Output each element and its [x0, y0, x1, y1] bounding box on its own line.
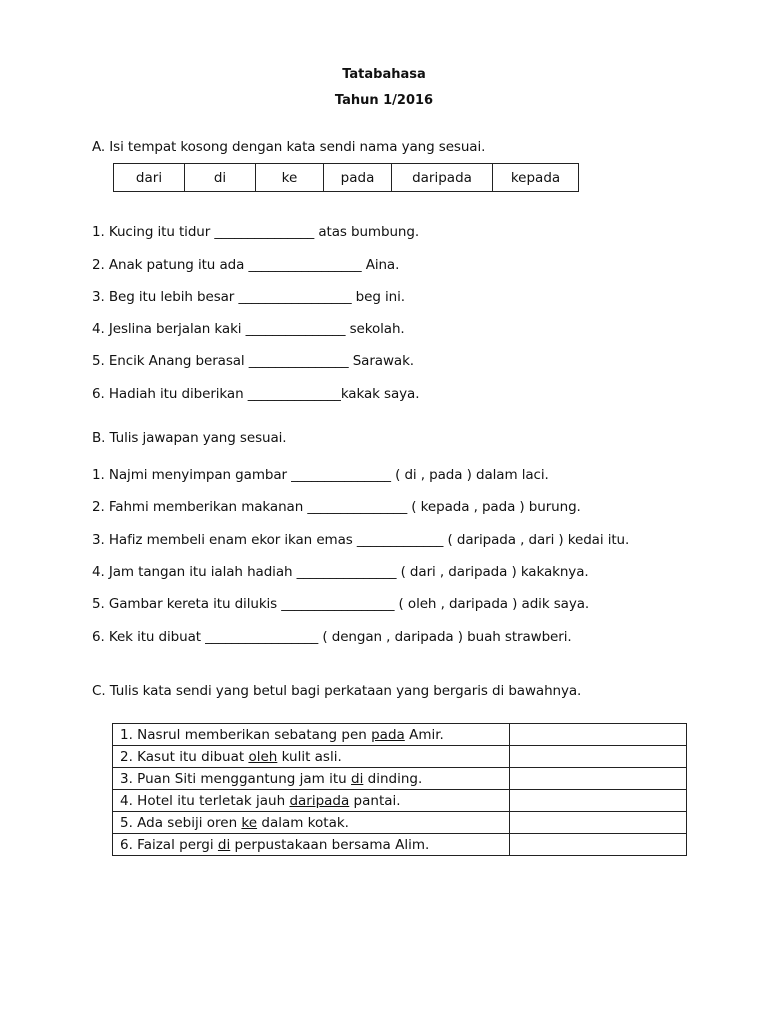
section-a-item: 6. Hadiah itu diberikan ______________kakak saya. [92, 386, 420, 402]
question-text: 5. Ada sebiji oren [120, 814, 242, 831]
table-row [113, 834, 687, 856]
section-b-item: 6. Kek itu dibuat _________________ ( dengan , daripada ) buah strawberi. [92, 629, 572, 645]
underlined-word: oleh [248, 748, 278, 765]
question-cell [113, 812, 510, 834]
section-c-table [112, 723, 687, 856]
section-a-item: 5. Encik Anang berasal _______________ Sarawak. [92, 353, 414, 369]
word-box-cell: dari [114, 164, 185, 192]
underlined-word: daripada [289, 792, 350, 809]
question-cell [113, 768, 510, 790]
section-b-item: 4. Jam tangan itu ialah hadiah _______________ ( dari , daripada ) kakaknya. [92, 564, 589, 580]
section-a-item: 3. Beg itu lebih besar _________________ beg ini. [92, 289, 405, 305]
question-text: dalam kotak. [257, 814, 349, 831]
answer-cell[interactable] [510, 768, 687, 790]
word-box-cell: di [185, 164, 256, 192]
table-row [113, 768, 687, 790]
question-cell [113, 746, 510, 768]
section-b-item: 2. Fahmi memberikan makanan _______________ ( kepada , pada ) burung. [92, 499, 581, 515]
section-b-item: 3. Hafiz membeli enam ekor ikan emas _____________ ( daripada , dari ) kedai itu. [92, 532, 630, 548]
page-title: Tatabahasa [342, 67, 426, 82]
answer-cell[interactable] [510, 834, 687, 856]
section-b-item: 5. Gambar kereta itu dilukis _________________ ( oleh , daripada ) adik saya. [92, 596, 590, 612]
table-row [113, 746, 687, 768]
section-a-item: 2. Anak patung itu ada _________________ Aina. [92, 257, 400, 273]
answer-cell[interactable] [510, 746, 687, 768]
word-box-cell: ke [256, 164, 324, 192]
question-text: 3. Puan Siti menggantung jam itu [120, 770, 352, 787]
table-row [113, 724, 687, 746]
section-a-item: 1. Kucing itu tidur _______________ atas bumbung. [92, 224, 420, 240]
word-box [113, 163, 579, 192]
underlined-word: pada [371, 726, 405, 743]
question-text: pantai. [349, 792, 401, 809]
question-cell [113, 834, 510, 856]
word-box-cell: daripada [392, 164, 493, 192]
question-text: Amir. [404, 726, 444, 743]
answer-cell[interactable] [510, 812, 687, 834]
question-text: perpustakaan bersama Alim. [230, 836, 430, 853]
page-subtitle: Tahun 1/2016 [334, 93, 434, 108]
answer-cell[interactable] [510, 724, 687, 746]
question-text: 2. Kasut itu dibuat [120, 748, 249, 765]
underlined-word: di [217, 836, 231, 853]
table-row [113, 790, 687, 812]
underlined-word: ke [241, 814, 258, 831]
word-box-cell: pada [324, 164, 392, 192]
question-text: 4. Hotel itu terletak jauh [120, 792, 290, 809]
section-c-instruction: C. Tulis kata sendi yang betul bagi perkataan yang bergaris di bawahnya. [92, 683, 582, 699]
section-a-instruction: A. Isi tempat kosong dengan kata sendi nama yang sesuai. [92, 139, 486, 155]
question-cell [113, 790, 510, 812]
question-text: 1. Nasrul memberikan sebatang pen [120, 726, 372, 743]
section-b-instruction: B. Tulis jawapan yang sesuai. [92, 430, 287, 446]
underlined-word: di [351, 770, 364, 787]
question-text: kulit asli. [277, 748, 342, 765]
question-text: dinding. [363, 770, 423, 787]
answer-cell[interactable] [510, 790, 687, 812]
section-b-item: 1. Najmi menyimpan gambar _______________ ( di , pada ) dalam laci. [92, 467, 549, 483]
question-text: 6. Faizal pergi [120, 836, 218, 853]
section-a-item: 4. Jeslina berjalan kaki _______________ sekolah. [92, 321, 405, 337]
table-row [113, 812, 687, 834]
word-box-cell: kepada [493, 164, 579, 192]
question-cell [113, 724, 510, 746]
